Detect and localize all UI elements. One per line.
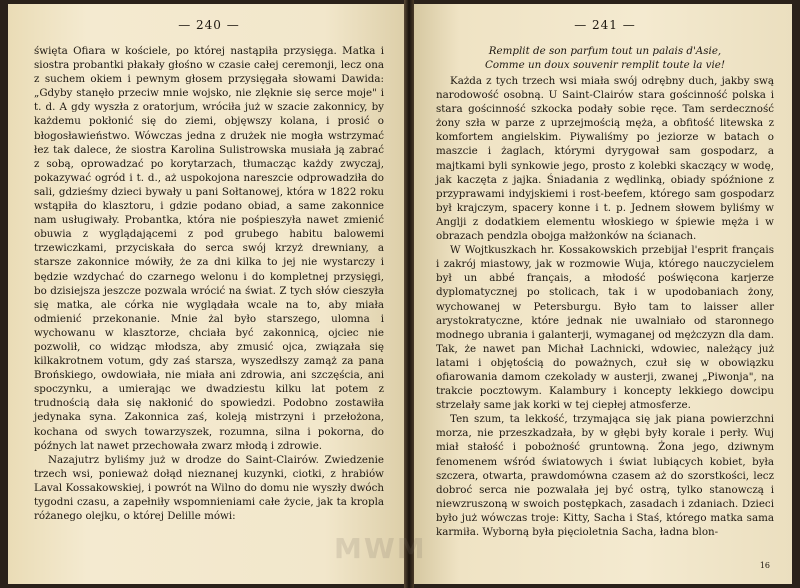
paragraph: W Wojtkuszkach hr. Kossakowskich przebijał l'esprit français i zakrój miastowy, jak w rozmowie Wuja, którego nauczycielem był un abbé français, a młodość poświęcona karjerze dyplomatycznej po stolicach, tak i w upodobaniach żony, wychowanej w Petersburgu. Było tam to laisser aller arystokratyczne, które jednak nie uwalniało od staronnego modnego ubrania i galanterji, wymaganej od mężczyzn dla dam. Tak, że nawet pan Michał Lachnicki, wdowiec, należący już latami i objętością do poważnych, czuł się w obowiązku ofiarowania damom czekolady w austerji, zwanej „Piwonja", na trakcie pocztowym. Kalambury i koncepty lekkiego dowcipu strzelały same jak korki w tej ciepłej atmosferze. — [436, 244, 774, 412]
printer-signature: 16 — [759, 561, 770, 570]
epigraph-line: Remplit de son parfum tout un palais d'Asie, — [488, 45, 722, 57]
right-page — [414, 4, 792, 584]
book-gutter — [404, 0, 414, 588]
watermark: MWM — [334, 532, 427, 565]
paragraph: święta Ofiara w kościele, po której nastąpiła przysięga. Matka i siostra probantki płakały głośno w czasie całej ceremonji, lecz ona z suchem okiem i pewnym głosem przysięgała słowami Dawida: „Gdyby stanęło przeciw mnie wojsko, nie zlęknie się serce moje" i t. d. A gdy wyszła z oratorjum, wróciła już w szacie zakonnicy, by każdemu pokłonić się do ziemi, objęwszy kolana, i prosić o błogosławieństwo. Wówczas jedna z drużek nie mogła wstrzymać łez tak dalece, że siostra Karolina Sulistrowska musiała ją zabrać z sobą, oprowadzać po korytarzach, tłumacząc każdy zwyczaj, pokazywać ogród i t. d., aż uspokojona nareszcie odprowadziła do sali, gdzieśmy dzieci bywały u pani Sołtanowej, która w 1822 roku wstąpiła do klasztoru, i gdzie podano obiad, a same zakonnice nam usługiwały. Probantka, która nie pośpieszyła nawet zmienić obuwia z wyglądającemi z pod grubego habitu balowemi trzewiczkami, przyciskała do serca swój krzyż drewniany, a starsze zakonnice mówiły, że za dni kilka to jej nie wystarczy i będzie wzdychać do czarnego welonu i do kompletnej przysięgi, bo dzisiejsza jeszcze pozwala wrócić na świat. Z tych słów cieszyła się matka, ale córka nie wyglądała wcale na to, aby miała odmienić przekonanie. Mnie żal było starszego, ulomna i wychowanu w klasztorze, chciała być zakonnicą, ojciec nie pozwolił, co widząc młodsza, aby zmusić ojca, związała się kilkakrotnem votum, gdy zaś starsza, wyszedłszy zamąż za pana Brońskiego, owdowiała, nie miała ani zdrowia, ani szczęścia, ani spoczynku, a umierając we dwadziestu kilku lat potem z trudnością dała się nakłonić do spowiedzi. Podobno zostawiła jedynaka syna. Zakonnica zaś, koleją mistrzyni i przełożona, kochana od swych towarzyszek, rozumna, silna i pokorna, do późnych lat nawet przechowała zwarz młodą i zdrowie. — [34, 45, 384, 452]
paragraph: Nazajutrz byliśmy już w drodze do Saint-Clairów. Zwiedzenie trzech wsi, ponieważ dołąd nieznanej kuzynki, ciotki, z hrabiów Laval Kossakowskiej, i powrót na Wilno do domu nie wyszły dwóch tygodni czasu, a zapełniły wspomnieniami całe życie, jak ta kropla różanego olejku, o której Delille mówi: — [34, 453, 384, 523]
page-number: — 241 — — [574, 18, 636, 32]
epigraph-line: Comme un doux souvenir remplit toute la vie! — [484, 59, 726, 71]
page-number: — 240 — — [178, 18, 240, 32]
right-page-text — [436, 74, 774, 539]
paragraph: Każda z tych trzech wsi miała swój odrębny duch, jakby swą narodowość osobną. U Saint-Clairów stara gościnność polska i stara gościnność szkocka podały sobie ręce. Tam serdeczność żony szła w parze z uprzejmością męża, a obfitość litewska z komfortem angielskim. Piywaliśmy po jeziorze w batach o maszcie i żaglach, którymi dyrygował sam gospodarz, a majtkami byli synkowie jego, prosto z kolebki skaczący w wodę, jak kaczęta z jajka. Śniadania z wędlinką, obiady spóźnione z przyprawami indyjskiemi i rost-beefem, którego sam gospodarz był krajczym, spacery konne i t. p. Jednem słowem byliśmy w Anglji z dodatkiem elementu włoskiego w śpiewie męża i w obrazach pendzla obojga małżonków na ścianach. — [436, 75, 774, 243]
paragraph: Ten szum, ta lekkość, trzymająca się jak piana powierzchni morza, nie przeszkadzała, by w głębi były korale i perły. Wuj miał stałość i pobożność gruntowną. Żona jego, dziwnym fenomenem wśród światowych i świat lubiących kobiet, była szczera, otwarta, prawdomówna czasem aż do szorstkości, lecz dobroć serca nie pozwalała jej być ostrą, tylko stanowczą i niewzruszoną w swoich postępkach, zasadach i zdaniach. Dzieci było już wówczas troje: Kitty, Sacha i Staś, którego matka sama karmiła. Wyborną była pięcioletnia Sacha, ładna blon- — [436, 413, 774, 538]
epigraph — [436, 44, 774, 72]
left-page — [8, 4, 404, 584]
left-page-text — [34, 44, 384, 523]
